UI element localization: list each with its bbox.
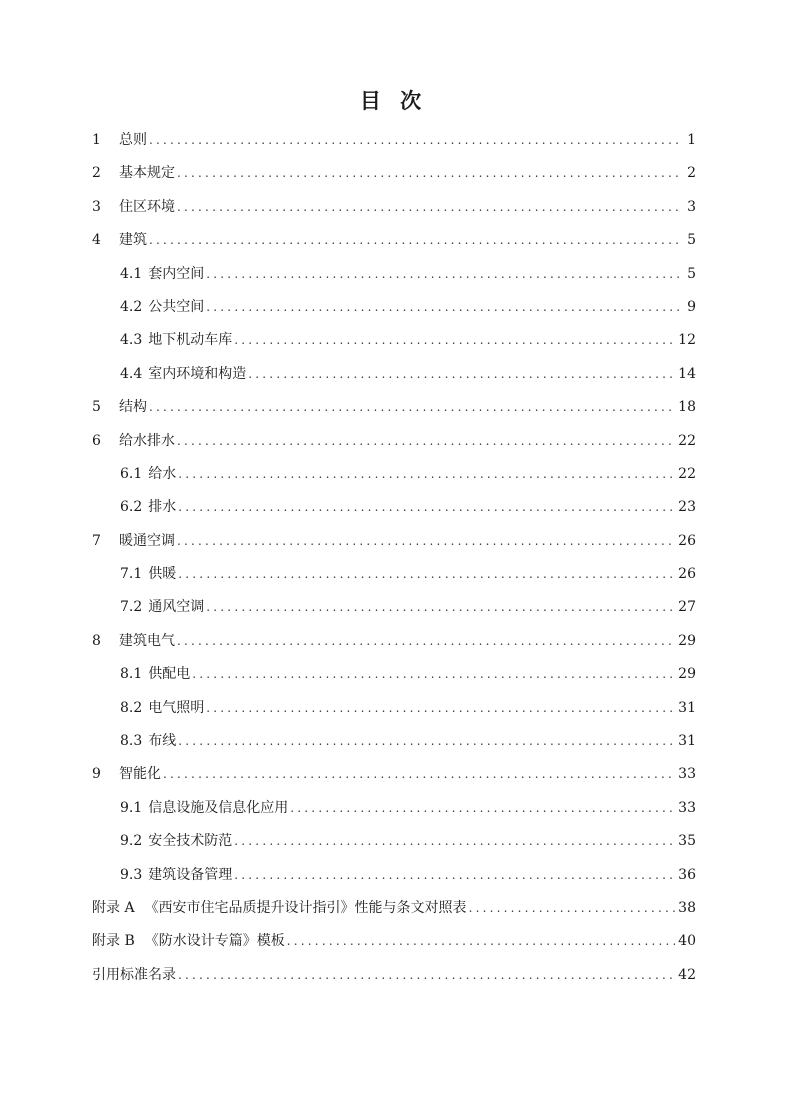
toc-entry[interactable] [92,525,696,558]
toc-entry-text: 结构 [119,399,147,416]
toc-page-number: 31 [678,699,696,716]
toc-entry-number: 9.3 [120,866,143,883]
toc-entry-label [120,825,232,858]
toc-entry-text: 信息设施及信息化应用 [148,799,289,816]
toc-entry-text: 引用标准名录 [92,966,176,983]
toc-entry-text: 暖通空调 [119,532,175,549]
toc-entry[interactable] [92,358,696,391]
toc-page-number: 18 [678,399,696,416]
toc-entry-number: 9 [92,766,101,783]
toc-page-number: 5 [687,265,696,282]
toc-entry-number: 4.2 [120,298,143,315]
toc-page-number: 14 [678,365,696,382]
toc-page-number: 3 [687,198,696,215]
toc-entry[interactable] [92,124,696,157]
toc-entry-number: 8 [92,632,101,649]
toc-entry[interactable] [92,558,696,591]
toc-entry[interactable] [92,324,696,357]
toc-entry-label [92,959,176,992]
toc-entry[interactable] [92,692,696,725]
toc-leader-dots [177,625,675,658]
toc-entry-text: 通风空调 [148,599,205,616]
toc-leader-dots [177,191,683,224]
toc-page-number: 12 [678,332,696,349]
toc-entry[interactable] [92,258,696,291]
toc-entry[interactable] [92,591,696,624]
toc-entry[interactable] [92,291,696,324]
toc-entry-text: 智能化 [119,766,161,783]
toc-entry-number: 4 [92,232,101,249]
toc-entry[interactable] [92,758,696,791]
toc-leader-dots [234,324,675,357]
toc-leader-dots [234,825,675,858]
toc-entry-text: 基本规定 [119,165,175,182]
toc-entry-text: 布线 [148,733,177,750]
toc-entry-text: 给水 [148,465,177,482]
toc-entry[interactable] [92,658,696,691]
toc-page-number: 33 [678,766,696,783]
toc-entry-number: 9.1 [120,799,143,816]
toc-leader-dots [206,258,683,291]
toc-leader-dots [192,658,675,691]
toc-leader-dots [206,291,683,324]
toc-entry-text: 电气照明 [148,699,205,716]
toc-leader-dots [206,591,675,624]
toc-leader-dots [149,224,683,257]
toc-entry[interactable] [92,425,696,458]
toc-entry-text: 建筑电气 [119,632,175,649]
toc-page-number: 31 [678,733,696,750]
toc-entry-number: 6 [92,432,101,449]
toc-entry-label [120,291,204,324]
toc-title: 目 次 [359,89,428,113]
toc-entry-label [92,425,175,458]
toc-entry-label [120,591,204,624]
toc-page-number: 26 [678,566,696,583]
toc-page-number: 2 [687,165,696,182]
toc-leader-dots [177,425,675,458]
toc-page-number: 38 [678,899,696,916]
toc-entry-text: 公共空间 [148,298,205,315]
toc-entry-label [120,458,176,491]
toc-entry[interactable] [92,191,696,224]
toc-entry-label [92,124,147,157]
toc-entry-number: 2 [92,165,101,182]
toc-page-number: 23 [678,499,696,516]
toc-entry-number: 6.2 [120,499,143,516]
toc-leader-dots [287,925,675,958]
toc-entry[interactable] [92,391,696,424]
toc-entry-number: 4.1 [120,265,143,282]
toc-page-number: 22 [678,465,696,482]
toc-leader-dots [248,358,675,391]
toc-entry-label [120,558,176,591]
toc-entry-label [92,191,175,224]
toc-entry-label [120,792,288,825]
toc-entry-label [92,391,147,424]
toc-entry-text: 建筑 [119,232,147,249]
toc-entry[interactable] [92,491,696,524]
toc-entry-label [120,692,204,725]
toc-entry-label [120,658,190,691]
toc-page-number: 26 [678,532,696,549]
toc-entry-text: 套内空间 [148,265,205,282]
toc-entry-label [120,358,246,391]
toc-entry-text: 供暖 [148,566,177,583]
toc-entry[interactable] [92,725,696,758]
toc-page-number: 5 [687,232,696,249]
toc-entry-label [92,758,161,791]
toc-leader-dots [178,725,675,758]
toc-leader-dots [178,558,675,591]
toc-entry-text: 建筑设备管理 [148,866,233,883]
toc-entry-label [120,859,232,892]
toc-entry-number: 附录 B [92,933,135,950]
toc-entry-number: 9.2 [120,833,143,850]
toc-page-number: 36 [678,866,696,883]
toc-entry[interactable] [92,458,696,491]
toc-leader-dots [206,692,675,725]
toc-leader-dots [178,458,675,491]
toc-entry-text: 供配电 [148,666,191,683]
toc-leader-dots [469,892,676,925]
toc-entry-number: 1 [92,132,101,148]
toc-entry-label [92,525,175,558]
toc-entry-text: 总则 [119,132,147,148]
toc-entry-number: 8.3 [120,733,143,750]
toc-leader-dots [178,959,675,992]
toc-page-number: 40 [678,933,696,950]
toc-entry-number: 8.1 [120,666,143,683]
toc-entry-number: 4.3 [120,332,143,349]
toc-leader-dots [177,525,675,558]
toc-entry[interactable] [92,825,696,858]
toc-entry-number: 7 [92,532,101,549]
toc-page-number: 22 [678,432,696,449]
toc-entry[interactable] [92,792,696,825]
toc-entry-text: 《西安市住宅品质提升设计指引》性能与条文对照表 [144,899,467,916]
toc-leader-dots [290,792,675,825]
toc-entry-text: 排水 [148,499,177,516]
toc-entry-text: 《防水设计专篇》模板 [144,933,285,950]
toc-entry-text: 安全技术防范 [148,833,233,850]
toc-entry-number: 3 [92,198,101,215]
toc-page-number: 42 [678,966,696,983]
toc-page-number: 1 [687,132,696,148]
toc-entry-label [92,157,175,190]
toc-entry-number: 附录 A [92,899,135,916]
toc-entry-label [92,224,147,257]
toc-leader-dots [149,124,683,157]
toc-leader-dots [234,859,675,892]
toc-entry[interactable] [92,859,696,892]
toc-entry-label [92,925,285,958]
toc-entry-number: 5 [92,399,101,416]
toc-entry[interactable] [92,925,696,958]
toc-leader-dots [163,758,675,791]
toc-entry-number: 7.1 [120,566,143,583]
toc-entry-number: 4.4 [120,365,143,382]
toc-page-number: 33 [678,799,696,816]
toc-entry-label [92,892,467,925]
toc-page-number: 27 [678,599,696,616]
toc-entry-label [120,258,204,291]
toc-entry-label [120,725,176,758]
toc-entry[interactable] [92,157,696,190]
toc-entry-text: 给水排水 [119,432,175,449]
toc-leader-dots [178,491,675,524]
toc-page-number: 35 [678,833,696,850]
toc-entry-number: 8.2 [120,699,143,716]
toc-entry-label [120,491,176,524]
toc-entry-label [92,625,175,658]
toc-entry-text: 地下机动车库 [148,332,233,349]
toc-entry[interactable] [92,892,696,925]
table-of-contents [92,124,696,992]
toc-page-number: 29 [678,666,696,683]
toc-entry[interactable] [92,625,696,658]
toc-entry-number: 7.2 [120,599,143,616]
toc-entry-text: 室内环境和构造 [148,365,247,382]
toc-entry[interactable] [92,959,696,992]
toc-page-number: 9 [687,298,696,315]
toc-page-number: 29 [678,632,696,649]
toc-leader-dots [177,157,683,190]
toc-entry-label [120,324,232,357]
toc-leader-dots [149,391,675,424]
toc-entry[interactable] [92,224,696,257]
toc-entry-text: 住区环境 [119,198,175,215]
toc-entry-number: 6.1 [120,465,143,482]
